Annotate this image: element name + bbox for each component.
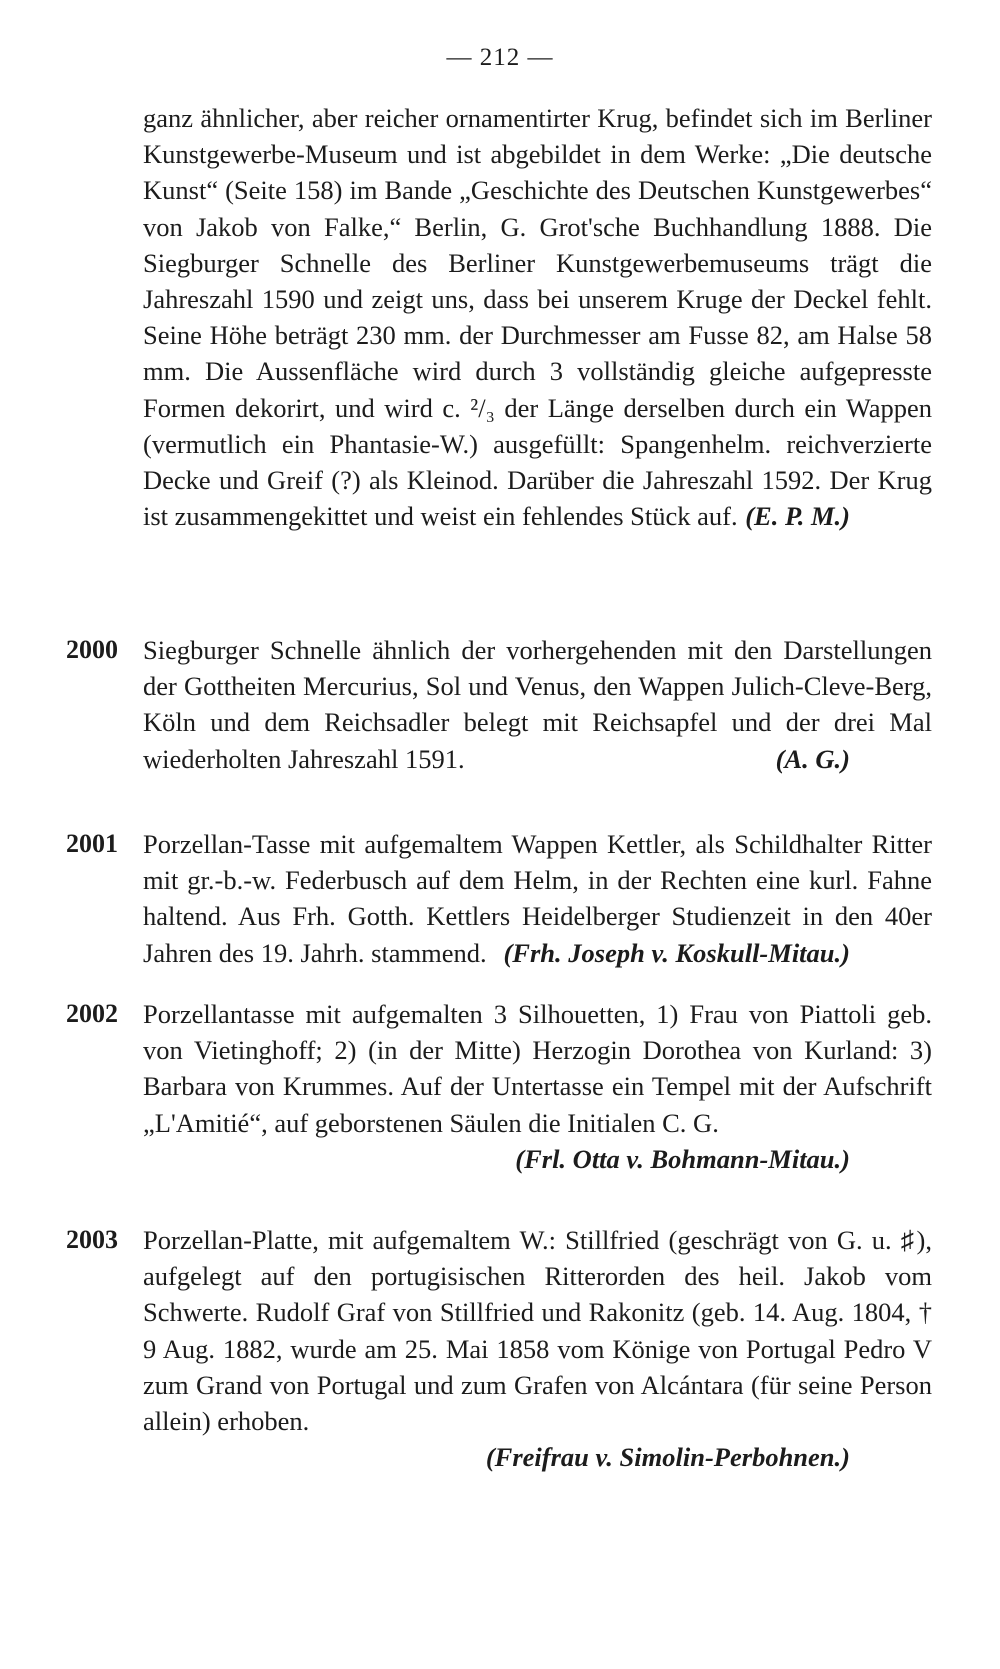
entry-source: (Freifrau v. Simolin-Perbohnen.): [485, 1442, 850, 1473]
entry-source: (Frh. Joseph v. Koskull-Mitau.): [503, 937, 850, 968]
entry-number: 2001: [66, 829, 118, 858]
entry-number: 2003: [66, 1225, 118, 1254]
continuation-source: (E. P. M.): [745, 501, 850, 532]
entry-description: Porzellan-Tasse mit aufgemaltem Wappen Kettler, als Schildhalter Ritter mit gr.-b.-w. Federbusch auf dem Helm, in der Rechten eine kurl. Fahne haltend. Aus Frh. Gotth. Kettlers Heidelberger Studienzeit in den 40er Jahren des 19. Jahrh. stammend.: [143, 829, 932, 968]
entry-text: [143, 996, 932, 1177]
entry-description: Porzellan-Platte, mit aufgemaltem W.: Stillfried (geschrägt von G. u. ♯), aufgelegt auf den portugisischen Ritterorden des heil. Jakob vom Schwerte. Rudolf Graf von Stillfried und Rakonitz (geb. 14. Aug. 1804, † 9 Aug. 1882, wurde am 25. Mai 1858 vom Könige von Portugal Pedro V zum Grand von Portugal und zum Grafen von Alcántara (für seine Person allein) erhoben.: [143, 1225, 932, 1437]
continuation-body: ganz ähnlicher, aber reicher ornamentirter Krug, befindet sich im Berliner Kunstgewerbe-Museum und ist abgebildet in dem Werke: „Die deutsche Kunst“ (Seite 158) im Bande „Geschichte des Deutschen Kunstgewerbes“ von Jakob von Falke,“ Berlin, G. Grot'sche Buchhandlung 1888. Die Siegburger Schnelle des Berliner Kunstgewerbemuseums trägt die Jahreszahl 1590 und zeigt uns, dass bei unserem Kruge der Deckel fehlt. Seine Höhe beträgt 230 mm. der Durchmesser am Fusse 82, am Halse 58 mm. Die Aussenfläche wird durch 3 vollständig gleiche aufgepresste Formen dekorirt, und wird c. ²/₃ der Länge derselben durch ein Wappen (vermutlich ein Phantasie-W.) ausgefüllt: Spangenhelm. reichverzierte Decke und Greif (?) als Kleinod. Darüber die Jahreszahl 1592. Der Krug ist zusammengekittet und weist ein fehlendes Stück auf.: [143, 103, 932, 532]
entry-source: (A. G.): [775, 743, 850, 774]
continuation-text: [143, 100, 932, 620]
entry-text: [143, 826, 932, 971]
entry-text: [143, 632, 932, 777]
page-number: — 212 —: [446, 44, 554, 71]
entry-description: Porzellantasse mit aufgemalten 3 Silhouetten, 1) Frau von Piattoli geb. von Vietinghoff; 2) (in der Mitte) Herzogin Dorothea von Kurland: 3) Barbara von Krummes. Auf der Untertasse ein Tempel mit der Aufschrift „L'Amitié“, auf geborstenen Säulen die Initialen C. G.: [143, 999, 932, 1138]
entry-source: (Frl. Otta v. Bohmann-Mitau.): [515, 1143, 850, 1174]
entry-description: Siegburger Schnelle ähnlich der vorhergehenden mit den Darstellungen der Gottheiten Mercurius, Sol und Venus, den Wappen Julich-Cleve-Berg, Köln und dem Reichsadler belegt mit Reichsapfel und der drei Mal wiederholten Jahreszahl 1591.: [143, 635, 932, 774]
entry-text: [143, 1222, 932, 1475]
entry-number: 2000: [66, 635, 118, 664]
entry-number: 2002: [66, 999, 118, 1028]
